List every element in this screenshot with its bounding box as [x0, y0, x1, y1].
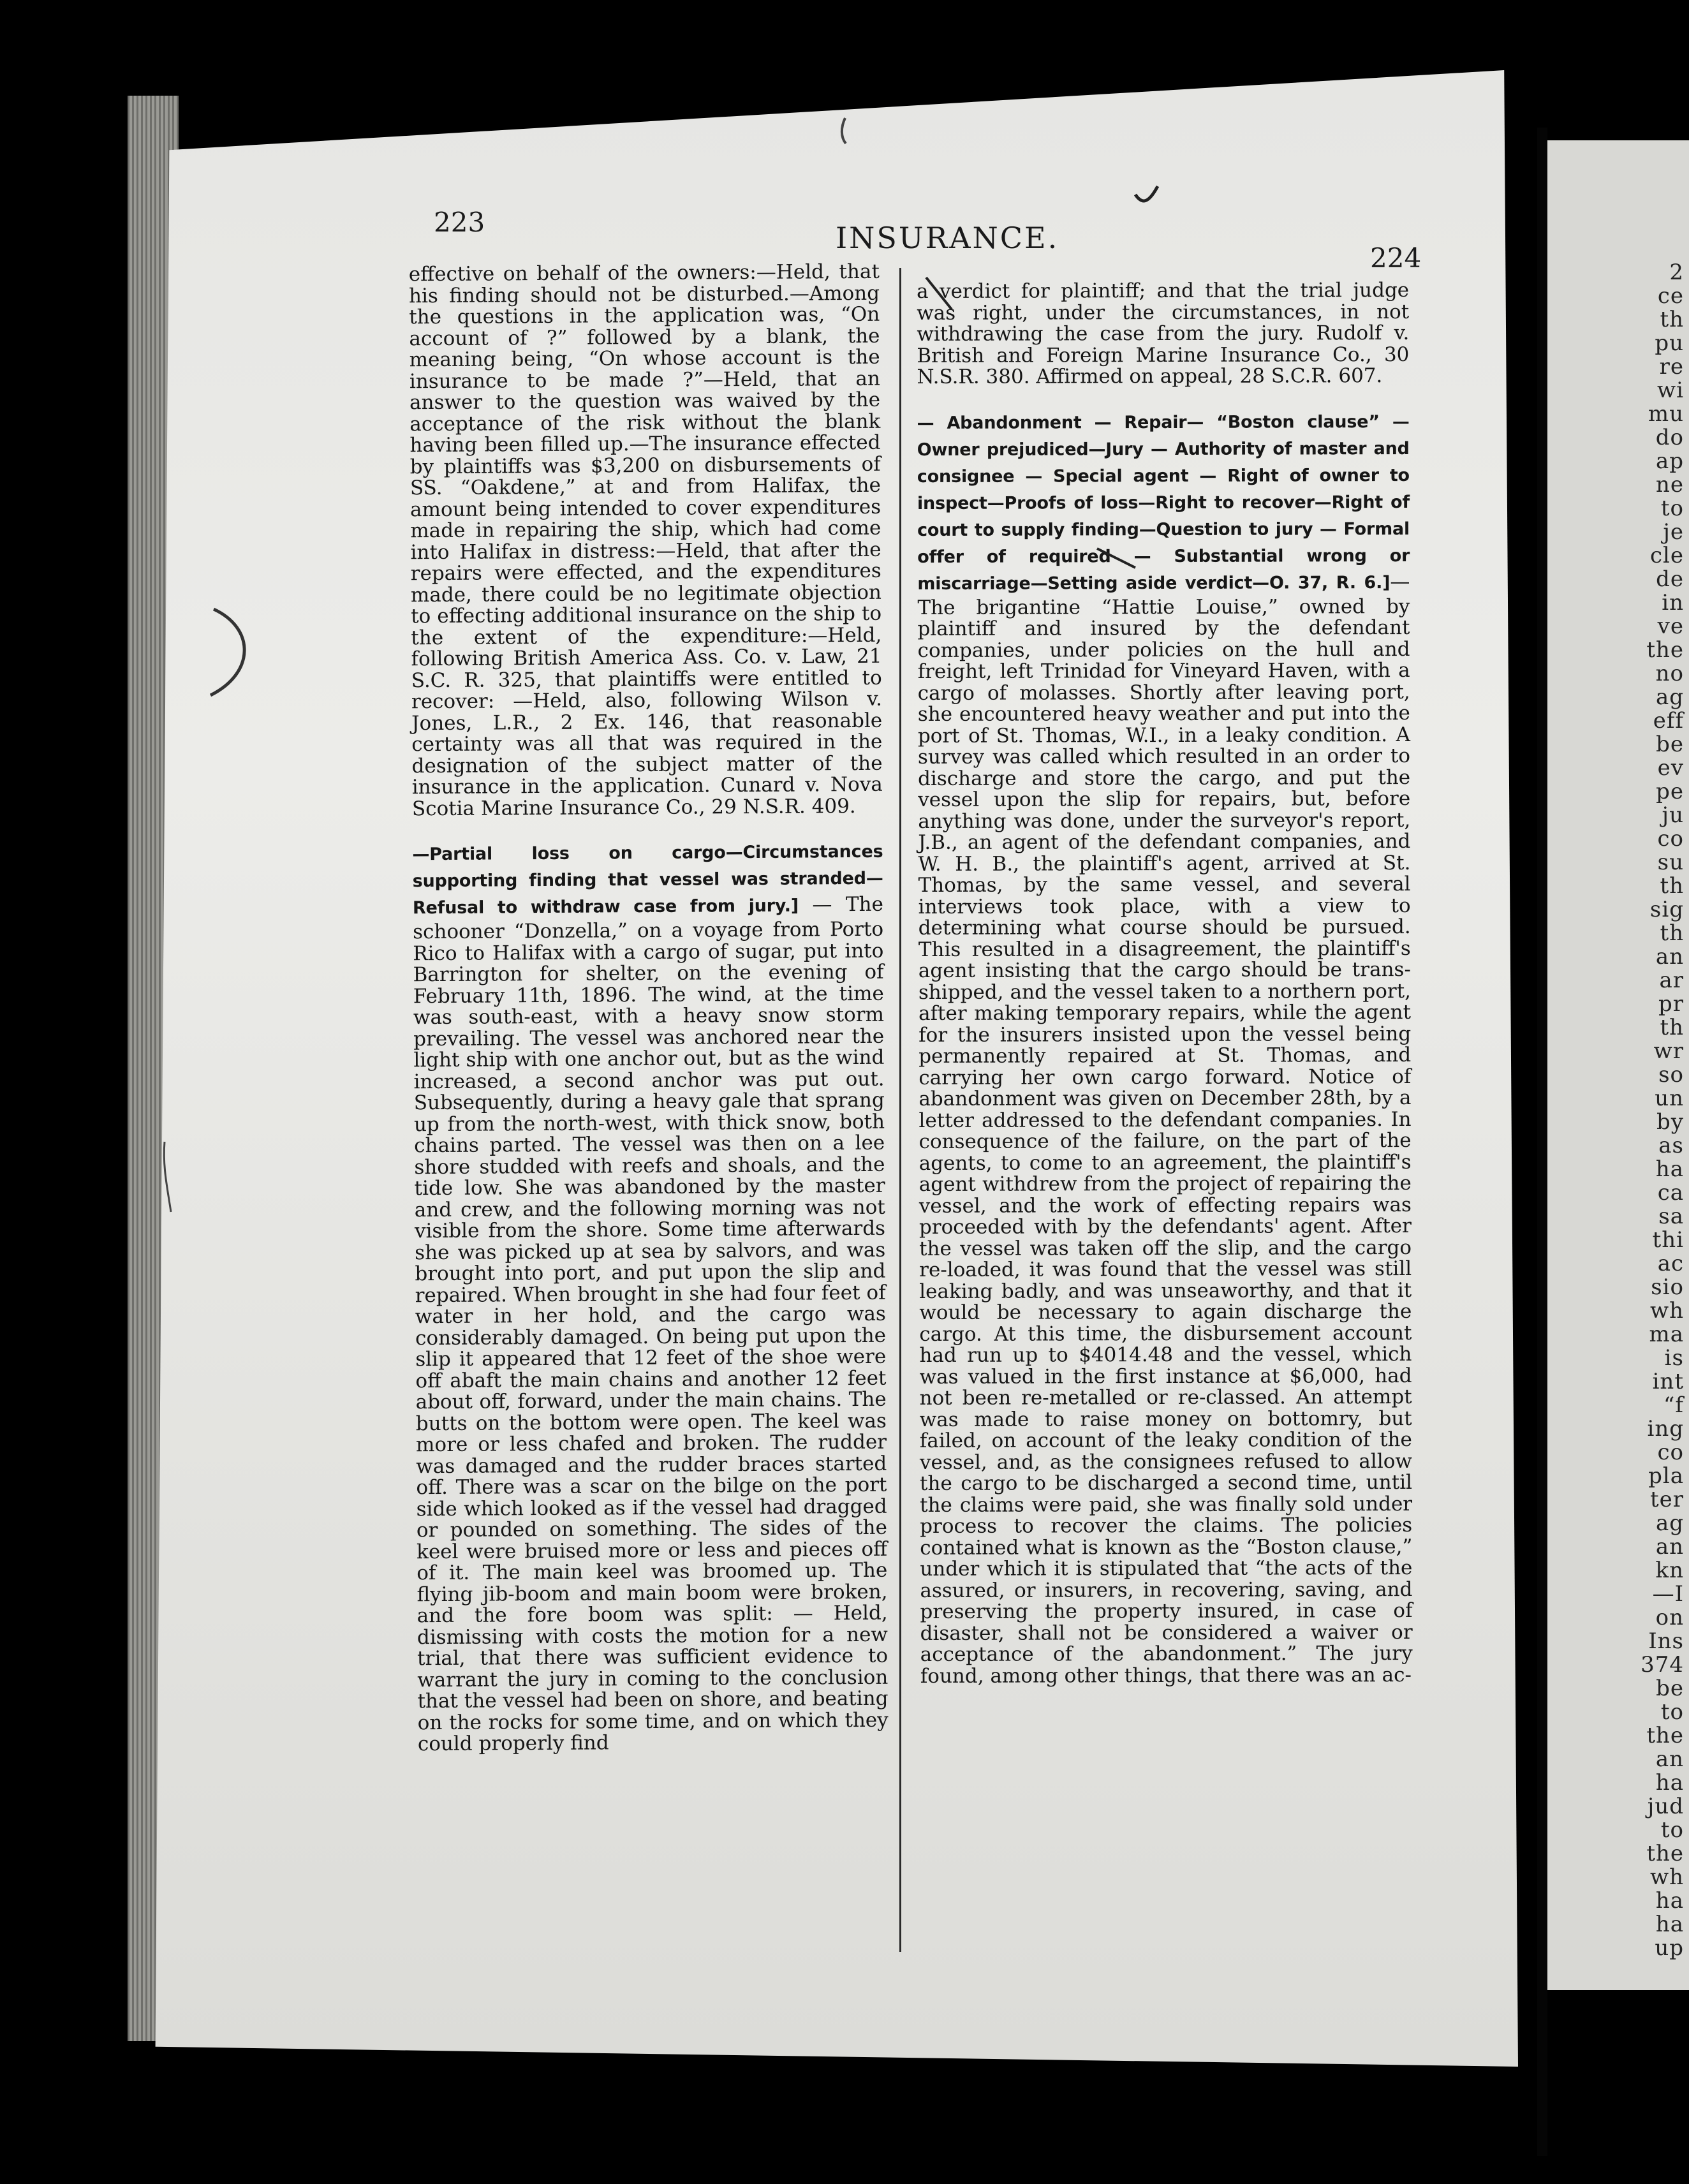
- adjacent-page-fragment: the: [1646, 637, 1684, 663]
- adjacent-page-fragment: an: [1655, 944, 1684, 970]
- right-paragraph-2-body: —The brigantine “Hattie Louise,” owned by plaintiff and insured by the defendant companies, under policies on the hull and freight, left Trinidad for Vineyard Haven, with a cargo of molasses. Shortly after leaving port, she encountered heavy weather and put into the port of St. Thomas, W.I., in a leaky condition. A survey was called which resulted in an order to discharge and store the cargo, and put the vessel upon the slip for repairs, but, before anything was done, under the surveyor's report, J.B., an agent of the defendant companies, and W. H. B., the plaintiff's agent, arrived at St. Thomas, by the same vessel, and several interviews took place, with a view to determining what course should be pursued. This resulted in a disagreement, the plaintiff's agent insisting that the cargo should be trans-shipped, and the vessel taken to a northern port, after making temporary repairs, while the agent for the insurers insisted upon the vessel being permanently repaired at St. Thomas, and carrying her own cargo forward. Notice of abandonment was given on December 28th, by a letter addressed to the defendant companies. In consequence of the failure, on the part of the agents, to come to an agreement, the plaintiff's agent withdrew from the project of repairing the vessel, and the work of effecting repairs was proceeded with by the defendants' agent. After the vessel was taken off the slip, and the cargo re-loaded, it was found that the vessel was still leaking badly, and was unseaworthy, and that it would be necessary to again discharge the cargo. At this time, the disbursement account had run up to $4014.48 and the vessel, which was valued in the first instance at $6,000, had not been re-metalled or re-classed. An attempt was made to raise money on bottomry, but failed, on account of the leaky condition of the vessel, and, as the consignees refused to allow the cargo to be discharged a second time, until the claims were paid, she was finally sold under process to recover the claims. The policies contained what is known as the “Boston clause,” under which it is stipulated that “the acts of the assured, or insurers, in recovering, saving, and preserving the property insured, in case of disaster, shall not be considered a waiver or acceptance of the abandonment.” The jury found, among other things, that there was an ac-: [917, 570, 1413, 1688]
- adjacent-page-fragment: ag: [1655, 1510, 1684, 1536]
- right-paragraph-1: a verdict for plaintiff; and that the trial judge was right, under the circumstances, in not withdrawing the case from the jury. Rudolf v. British and Foreign Marine Insurance Co., 30 N.S.R. 380. Affirmed on appeal, 28 S.C.R. 607.: [917, 278, 1410, 389]
- adjacent-page-fragment: wh: [1650, 1298, 1684, 1324]
- adjacent-page-fragment: ar: [1659, 968, 1684, 993]
- adjacent-page-fragment: do: [1655, 425, 1684, 450]
- adjacent-page-fragment: su: [1657, 850, 1684, 875]
- left-column: [409, 262, 889, 1777]
- adjacent-page-fragment: 374: [1641, 1652, 1684, 1678]
- adjacent-page-fragment: ha: [1655, 1156, 1684, 1182]
- page-gutter: [1537, 128, 1547, 2156]
- left-paragraph-1: effective on behalf of the owners:—Held, that his finding should not be disturbed.—Among the questions in the application was, “On account of ?” followed by a blank, the meaning being, “On whose account is the insurance to be made ?”—Held, that an answer to the question was waived by the acceptance of the risk without the blank having been filled up.—The insurance effected by plaintiffs was $3,200 on disbursements of SS. “Oakdene,” at and from Halifax, the amount being intended to cover expenditures made in repairing the ship, which had come into Halifax in distress:—Held, that after the repairs were effected, and the expenditures made, there could be no legitimate objection to effecting additional insurance on the ship to the extent of the expenditure:—Held, following British America Ass. Co. v. Law, 21 S.C. R. 325, that plaintiffs were entitled to recover: —Held, also, following Wilson v. Jones, L.R., 2 Ex. 146, that reasonable certainty was all that was required in the designation of the subject matter of the insurance in the application. Cunard v. Nova Scotia Marine Insurance Co., 29 N.S.R. 409.: [408, 260, 883, 820]
- adjacent-page-fragment: ce: [1657, 283, 1684, 309]
- adjacent-page-fragment: ve: [1657, 614, 1684, 639]
- adjacent-page-fragment: ev: [1657, 755, 1684, 781]
- column-rule: [899, 268, 901, 1952]
- adjacent-page-fragment: de: [1656, 566, 1684, 592]
- adjacent-page-fragment: wi: [1657, 378, 1684, 403]
- adjacent-page-fragment: pla: [1648, 1463, 1684, 1489]
- adjacent-page-fragment: th: [1660, 873, 1684, 899]
- adjacent-page-fragment: ha: [1655, 1770, 1684, 1796]
- left-paragraph-2-heading: —Partial loss on cargo—Circumstances supporting finding that vessel was stranded—Refusal to withdraw case from jury.]: [412, 841, 883, 919]
- adjacent-page-fragment: co: [1657, 1440, 1684, 1465]
- adjacent-page-fragment: “f: [1663, 1392, 1684, 1418]
- adjacent-page-fragment: be: [1656, 1676, 1684, 1701]
- adjacent-page-fragment: on: [1655, 1605, 1684, 1630]
- adjacent-page-fragment: an: [1655, 1746, 1684, 1772]
- adjacent-page-fragment: sig: [1649, 897, 1684, 922]
- right-column: [917, 280, 1413, 1709]
- adjacent-page-fragment: ap: [1655, 448, 1684, 474]
- adjacent-page-fragment: ter: [1649, 1487, 1684, 1512]
- adjacent-page-fragment: pr: [1658, 991, 1684, 1017]
- adjacent-page-fragment: as: [1658, 1133, 1684, 1158]
- adjacent-page-fragment: jud: [1647, 1794, 1684, 1819]
- adjacent-page-fragment: to: [1660, 496, 1684, 521]
- adjacent-page-fragment: ag: [1655, 684, 1684, 710]
- adjacent-page-fragment: th: [1660, 307, 1684, 332]
- adjacent-page-fragment: pu: [1655, 330, 1684, 356]
- adjacent-page-fragment: in: [1662, 590, 1684, 616]
- adjacent-page-fragment: 2: [1669, 260, 1684, 285]
- adjacent-page-fragment: eff: [1653, 708, 1684, 734]
- adjacent-page-fragment: an: [1655, 1534, 1684, 1560]
- adjacent-page-fragment: ca: [1657, 1180, 1684, 1206]
- adjacent-page-fragment: wh: [1650, 1864, 1684, 1890]
- adjacent-page-fragment: thi: [1652, 1227, 1684, 1253]
- adjacent-page-fragment: —I: [1652, 1581, 1684, 1607]
- adjacent-page-fragment: ing: [1647, 1416, 1684, 1442]
- adjacent-page-fragment: re: [1659, 354, 1684, 380]
- adjacent-page-fragment: by: [1656, 1109, 1684, 1135]
- adjacent-page-fragment: je: [1663, 519, 1684, 545]
- adjacent-page-fragment: ha: [1655, 1912, 1684, 1937]
- adjacent-page-fragment: to: [1660, 1699, 1684, 1725]
- adjacent-page-fragment: to: [1660, 1817, 1684, 1843]
- adjacent-page-fragment: Ins: [1648, 1628, 1684, 1654]
- adjacent-page-fragment: un: [1655, 1086, 1684, 1111]
- adjacent-page-fragment: ju: [1662, 802, 1684, 828]
- adjacent-page-fragment: the: [1646, 1841, 1684, 1866]
- adjacent-page-fragment: sio: [1651, 1274, 1684, 1300]
- adjacent-page-fragment: sa: [1658, 1204, 1684, 1229]
- adjacent-page-fragment: cle: [1649, 543, 1684, 568]
- right-page-number: 224: [1370, 242, 1422, 274]
- adjacent-page-fragment: th: [1660, 1015, 1684, 1040]
- adjacent-page-fragment: the: [1646, 1723, 1684, 1748]
- adjacent-page-fragment: wr: [1653, 1038, 1684, 1064]
- adjacent-page-fragment: no: [1655, 661, 1684, 686]
- adjacent-page-fragment: ma: [1649, 1322, 1684, 1347]
- adjacent-page-fragment: kn: [1655, 1558, 1684, 1583]
- adjacent-page-fragment: is: [1664, 1345, 1684, 1371]
- left-page-number: 223: [434, 207, 485, 238]
- adjacent-page-fragment: ha: [1655, 1888, 1684, 1914]
- left-paragraph-2: [412, 839, 889, 1755]
- adjacent-page-fragment: mu: [1648, 401, 1684, 427]
- adjacent-page-fragment: th: [1660, 920, 1684, 946]
- left-paragraph-2-body: — The schooner “Donzella,” on a voyage from Porto Rico to Halifax with a cargo of sugar, put into Barrington for shelter, on the evening of February 11th, 1896. The wind, at the time was south-east, with a heavy snow storm prevailing. The vessel was anchored near the light ship with one anchor out, but as the wind increased, a second anchor was put out. Subsequently, during a heavy gale that sprang up from the north-west, with thick snow, both chains parted. The vessel was then on a lee shore studded with reefs and shoals, and the tide low. She was abandoned by the master and crew, and the following morning was not visible from the shore. Some time afterwards she was picked up at sea by salvors, and was brought into port, and put upon the slip and repaired. When brought in she had four feet of water in her hold, and the cargo was considerably damaged. On being put upon the slip it appeared that 12 feet of the shoe were off abaft the main chains and another 12 feet about off, forward, under the main chains. The butts on the bottom were open. The keel was more or less chafed and broken. The rudder was damaged and the rudder braces started off. There was a scar on the bilge on the port side which looked as if the vessel had dragged or pounded on something. The sides of the keel were bruised more or less and pieces off of it. The main keel was broomed up. The flying jib-boom and main boom were broken, and the fore boom was split: — Held, dismissing with costs the motion for a new trial, that there was sufficient evidence to warrant the jury in coming to the conclusion that the vessel had been on shore, and beating on the rocks for some time, and on which they could properly find: [413, 892, 889, 1756]
- right-paragraph-2: [917, 408, 1413, 1687]
- adjacent-page-fragment: up: [1655, 1935, 1684, 1961]
- adjacent-page-fragment: so: [1658, 1062, 1684, 1088]
- adjacent-page-fragment: be: [1656, 732, 1684, 757]
- adjacent-page-fragment: pe: [1656, 779, 1684, 804]
- running-title: INSURANCE.: [836, 221, 1059, 255]
- adjacent-page-fragment: co: [1657, 826, 1684, 852]
- adjacent-page-fragment: int: [1652, 1369, 1684, 1394]
- adjacent-page-fragment: ac: [1657, 1251, 1684, 1276]
- adjacent-page-fragment: ne: [1655, 472, 1684, 498]
- right-paragraph-2-heading: — Abandonment — Repair— “Boston clause” — Owner prejudiced—Jury — Authority of master and consignee — Special agent — Right of owner to inspect—Proofs of loss—Right to recover—Right of court to supply finding—Question to jury — Formal offer of required — Substantial wrong or miscarriage—Setting aside verdict—O. 37, R. 6.]: [917, 411, 1410, 594]
